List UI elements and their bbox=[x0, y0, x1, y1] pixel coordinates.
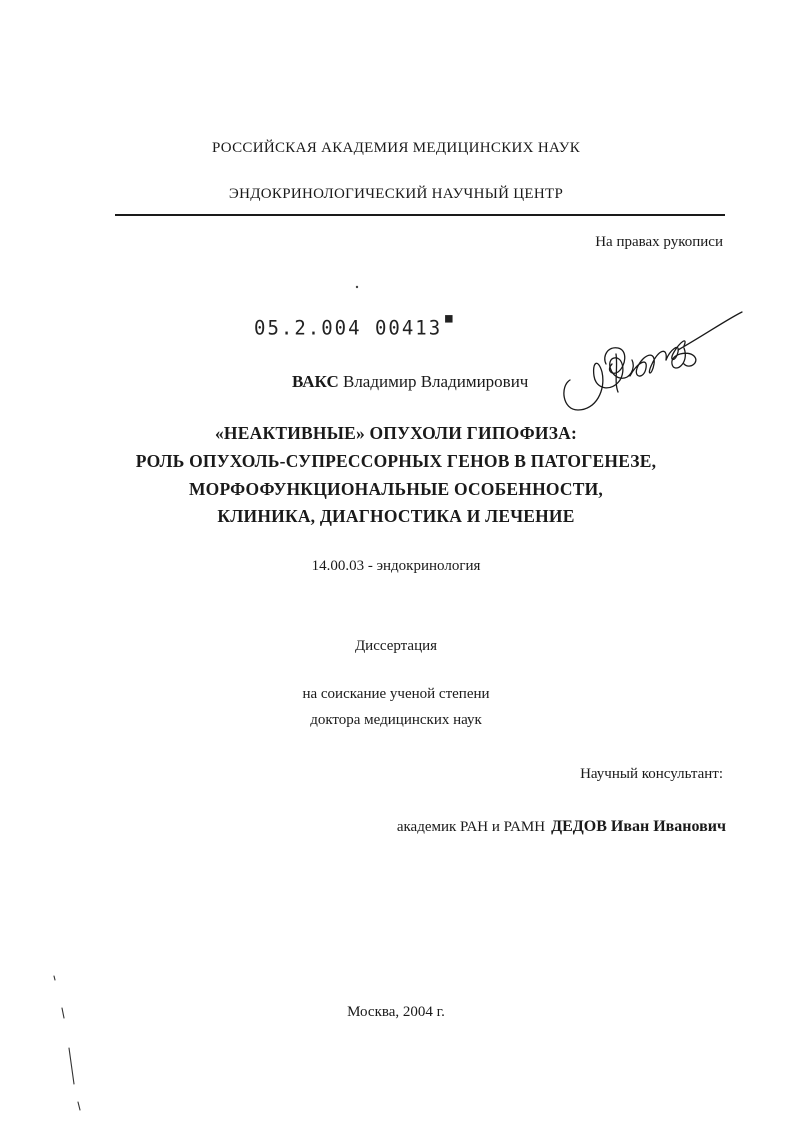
author-surname: ВАКС bbox=[292, 372, 339, 391]
author-signature bbox=[556, 306, 746, 418]
header-divider bbox=[115, 214, 725, 216]
academy-heading: РОССИЙСКАЯ АКАДЕМИЯ МЕДИЦИНСКИХ НАУК bbox=[211, 140, 581, 156]
scan-edge-marks bbox=[40, 960, 100, 1120]
degree-line-2: доктора медицинских наук bbox=[310, 712, 482, 728]
consultant-line bbox=[397, 818, 726, 836]
consultant-label: Научный консультант: bbox=[580, 766, 723, 782]
title-line-1: «НЕАКТИВНЫЕ» ОПУХОЛИ ГИПОФИЗА: bbox=[214, 423, 578, 443]
scan-dot-mark bbox=[354, 284, 360, 290]
document-type: Диссертация bbox=[354, 638, 438, 654]
place-and-year: Москва, 2004 г. bbox=[347, 1004, 445, 1020]
consultant-name: ДЕДОВ Иван Иванович bbox=[551, 818, 726, 835]
title-line-2: РОЛЬ ОПУХОЛЬ-СУПРЕССОРНЫХ ГЕНОВ В ПАТОГЕНЕЗЕ, bbox=[135, 451, 657, 471]
specialty-code: 14.00.03 - эндокринология bbox=[311, 558, 481, 574]
registration-stamp bbox=[254, 315, 454, 339]
title-line-4: КЛИНИКА, ДИАГНОСТИКА И ЛЕЧЕНИЕ bbox=[217, 506, 575, 526]
author-given-names: Владимир Владимирович bbox=[342, 372, 529, 391]
degree-line-1: на соискание ученой степени bbox=[302, 686, 490, 702]
manuscript-note: На правах рукописи bbox=[595, 234, 723, 250]
stamp-tick: ▀ bbox=[445, 315, 455, 331]
center-heading: ЭНДОКРИНОЛОГИЧЕСКИЙ НАУЧНЫЙ ЦЕНТР bbox=[228, 186, 564, 202]
consultant-rank: академик РАН и РАМН bbox=[396, 819, 546, 835]
stamp-number: 05.2.004 00413 bbox=[254, 316, 443, 340]
author-line bbox=[292, 372, 528, 392]
title-line-3: МОРФОФУНКЦИОНАЛЬНЫЕ ОСОБЕННОСТИ, bbox=[188, 479, 604, 499]
